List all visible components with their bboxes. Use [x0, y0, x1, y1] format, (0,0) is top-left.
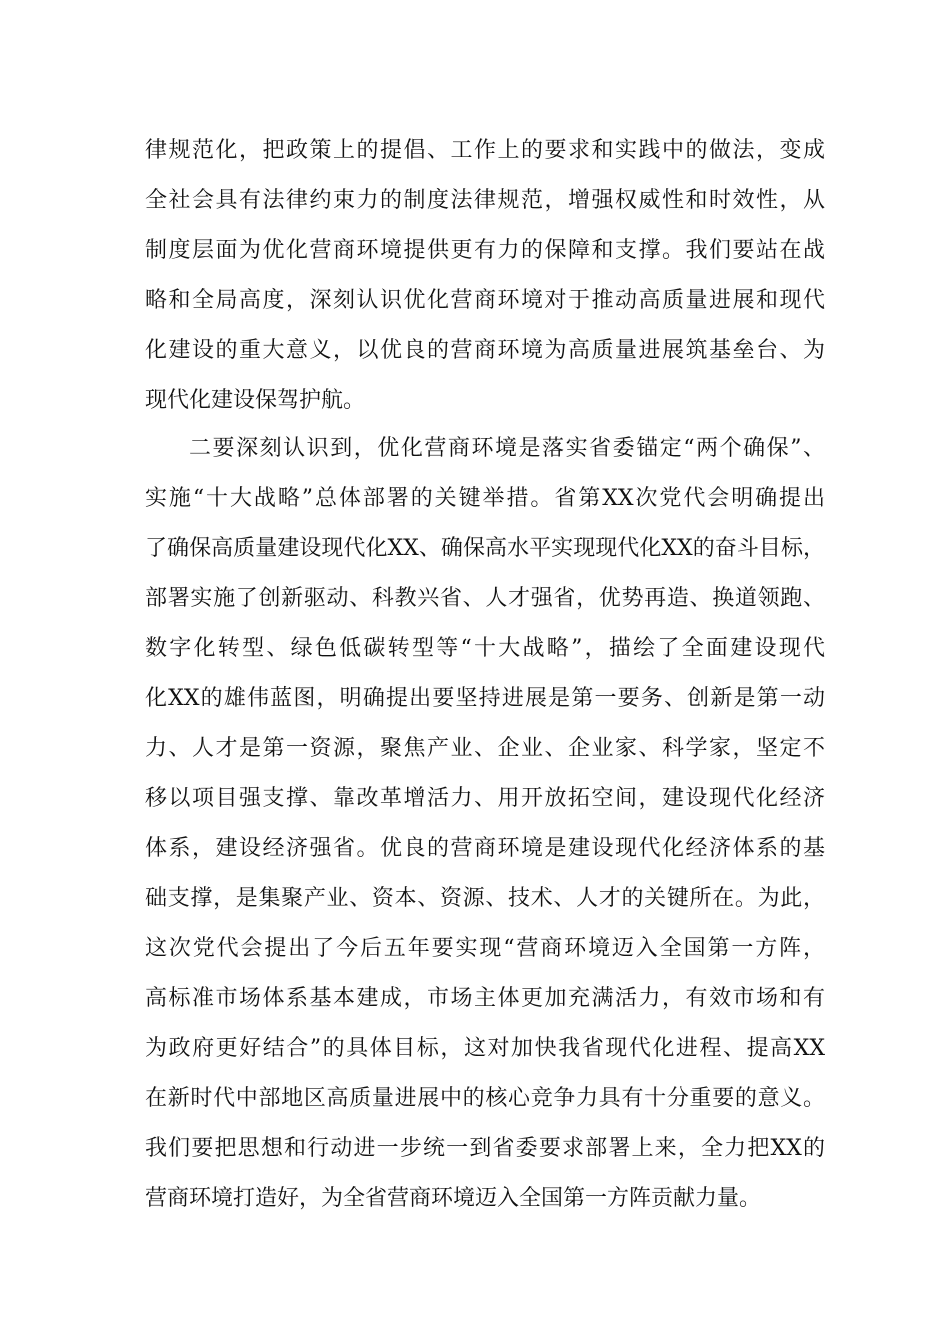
paragraph-line: 了确保高质量建设现代化XX、确保高水平实现现代化XX的奋斗目标，	[145, 536, 825, 561]
paragraph-line: 数字化转型、绿色低碳转型等“十大战略”，描绘了全面建设现代	[145, 636, 825, 661]
paragraph-line: 化XX的雄伟蓝图，明确提出要坚持进展是第一要务、创新是第一动	[145, 686, 825, 711]
paragraph-line: 我们要把思想和行动进一步统一到省委要求部署上来，全力把XX的	[145, 1136, 825, 1161]
paragraph-line: 二要深刻认识到，优化营商环境是落实省委锚定“两个确保”、	[189, 436, 825, 461]
paragraph-line: 体系，建设经济强省。优良的营商环境是建设现代化经济体系的基	[145, 836, 825, 861]
paragraph-1	[145, 126, 825, 426]
paragraph-line: 略和全局高度，深刻认识优化营商环境对于推动高质量进展和现代	[145, 288, 825, 313]
paragraph-line: 全社会具有法律约束力的制度法律规范，增强权威性和时效性，从	[145, 188, 825, 213]
paragraph-line: 移以项目强支撑、靠改革增活力、用开放拓空间，建设现代化经济	[145, 786, 825, 811]
paragraph-line: 础支撑，是集聚产业、资本、资源、技术、人才的关键所在。为此，	[145, 886, 825, 911]
paragraph-line: 化建设的重大意义，以优良的营商环境为高质量进展筑基垒台、为	[145, 338, 825, 363]
paragraph-line: 律规范化，把政策上的提倡、工作上的要求和实践中的做法，变成	[145, 138, 825, 163]
paragraph-line: 为政府更好结合”的具体目标，这对加快我省现代化进程、提高XX	[145, 1036, 825, 1061]
paragraph-line: 营商环境打造好，为全省营商环境迈入全国第一方阵贡献力量。	[145, 1186, 762, 1211]
paragraph-line: 部署实施了创新驱动、科教兴省、人才强省，优势再造、换道领跑、	[145, 586, 825, 611]
paragraph-line: 实施“十大战略”总体部署的关键举措。省第XX次党代会明确提出	[145, 486, 825, 511]
paragraph-2	[145, 424, 825, 1224]
paragraph-line: 制度层面为优化营商环境提供更有力的保障和支撑。我们要站在战	[145, 238, 825, 263]
paragraph-line: 力、人才是第一资源，聚焦产业、企业、企业家、科学家，坚定不	[145, 736, 825, 761]
paragraph-line: 在新时代中部地区高质量进展中的核心竞争力具有十分重要的意义。	[145, 1086, 825, 1111]
paragraph-line: 高标准市场体系基本建成，市场主体更加充满活力，有效市场和有	[145, 986, 825, 1011]
paragraph-line: 这次党代会提出了今后五年要实现“营商环境迈入全国第一方阵，	[145, 936, 825, 961]
paragraph-line: 现代化建设保驾护航。	[145, 388, 366, 413]
